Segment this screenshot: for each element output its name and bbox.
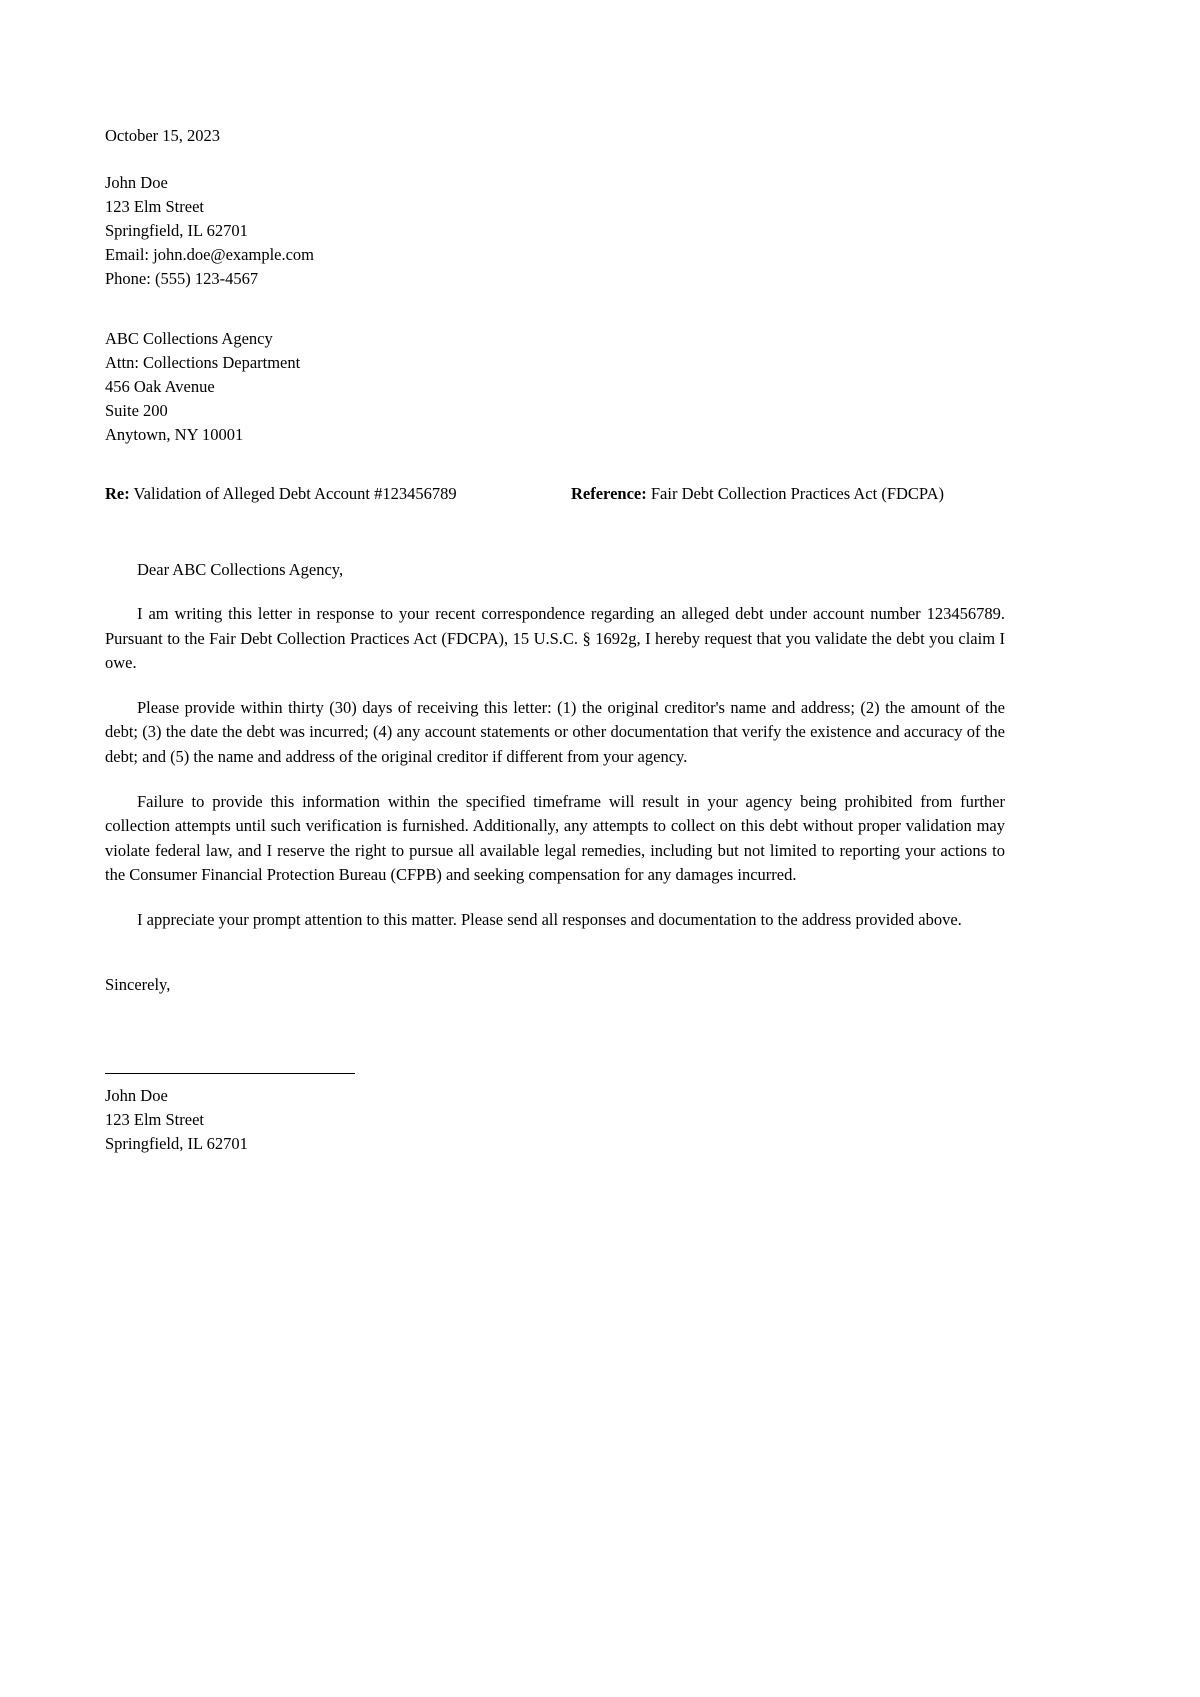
sender-phone: Phone: (555) 123-4567 — [105, 269, 259, 288]
signature-block — [105, 1084, 1005, 1156]
recipient-address-block — [105, 327, 1005, 447]
reference-line — [571, 482, 944, 506]
sender-email: Email: john.doe@example.com — [105, 245, 315, 264]
subject-line — [105, 482, 571, 506]
recipient-suite: Suite 200 — [105, 401, 168, 420]
body-paragraph-1: I am writing this letter in response to your recent correspondence regarding an alleged debt under account number 123456789. Pursuant to the Fair Debt Collection Practices Act (FDCPA), 15 U.S.C. § 1692g, I hereby request that you validate the debt you claim I owe. — [105, 604, 1005, 673]
recipient-street: 456 Oak Avenue — [105, 377, 215, 396]
signature-name: John Doe — [105, 1085, 168, 1105]
sender-street: 123 Elm Street — [105, 197, 204, 216]
signature-line — [105, 1073, 355, 1074]
body-paragraph-4: I appreciate your prompt attention to this matter. Please send all responses and documentation to the address provided above. — [137, 909, 962, 929]
subject-reference-row — [105, 482, 1005, 506]
letter-content — [105, 124, 1005, 1156]
recipient-attention: Attn: Collections Department — [105, 353, 301, 372]
re-label: Re: — [105, 484, 130, 503]
closing-salutation: Sincerely, — [105, 974, 171, 994]
signature-street: 123 Elm Street — [105, 1109, 204, 1129]
sender-address-block — [105, 171, 1005, 291]
date-block — [105, 124, 1005, 148]
letter-date: October 15, 2023 — [105, 126, 221, 145]
signature-city-state-zip: Springfield, IL 62701 — [105, 1133, 248, 1153]
recipient-company: ABC Collections Agency — [105, 329, 273, 348]
recipient-city-state-zip: Anytown, NY 10001 — [105, 425, 244, 444]
sender-name: John Doe — [105, 173, 168, 192]
reference-label: Reference: — [571, 484, 647, 503]
body-paragraph-3: Failure to provide this information within the specified timeframe will result in your agency being prohibited from further collection attempts until such verification is furnished. Additionally, any attempts to collect on this debt without proper validation may violate federal law, and I reserve the right to pursue all available legal remedies, including but not limited to reporting your actions to the Consumer Financial Protection Bureau (CFPB) and seeking compensation for any damages incurred. — [105, 791, 1005, 885]
reference-text: Fair Debt Collection Practices Act (FDCPA) — [646, 484, 945, 503]
body-paragraph-2: Please provide within thirty (30) days of receiving this letter: (1) the original creditor's name and address; (2) the amount of the debt; (3) the date the debt was incurred; (4) any account statements or other documentation that verify the existence and accuracy of the debt; and (5) the name and address of the original creditor if different from your agency. — [105, 697, 1005, 766]
salutation: Dear ABC Collections Agency, — [137, 560, 344, 579]
re-text: Validation of Alleged Debt Account #123456789 — [129, 484, 457, 503]
signature-area — [105, 1073, 1005, 1156]
sender-city-state-zip: Springfield, IL 62701 — [105, 221, 248, 240]
